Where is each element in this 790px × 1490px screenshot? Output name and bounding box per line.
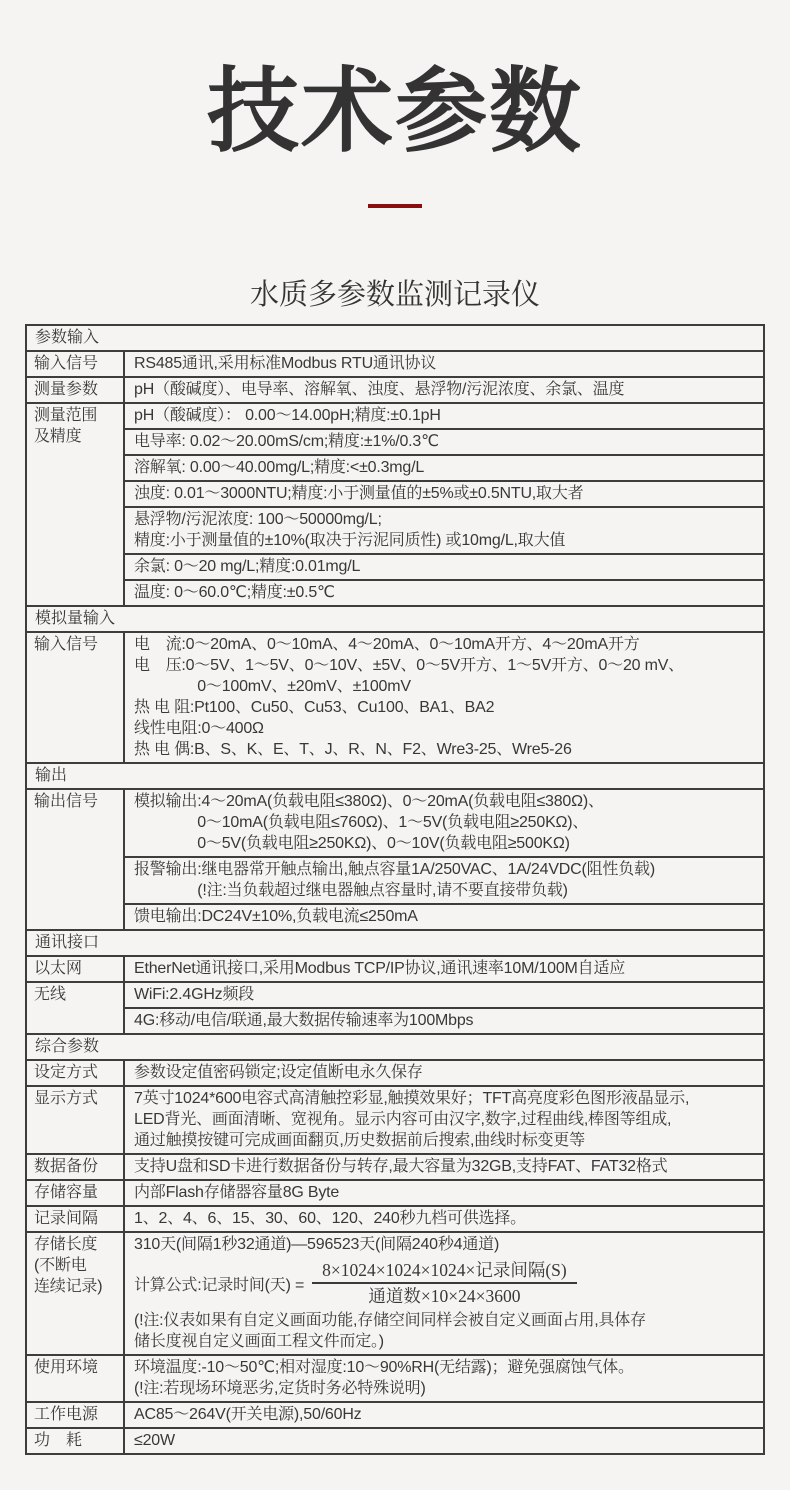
- row-label: 输入信号: [27, 633, 125, 762]
- section-header-row: 通讯接口: [27, 929, 763, 955]
- title-divider: [368, 204, 422, 208]
- spec-line: 浊度: 0.01～3000NTU;精度:小于测量值的±5%或±0.5NTU,取大者: [134, 485, 584, 502]
- row-content: [125, 957, 763, 981]
- spec-line: 馈电输出:DC24V±10%,负载电流≤250mA: [134, 908, 418, 925]
- fraction: [312, 1259, 577, 1307]
- spec-line: AC85～264V(开关电源),50/60Hz: [134, 1406, 362, 1423]
- row-label: 功 耗: [27, 1429, 125, 1453]
- spec-cell: [125, 633, 763, 762]
- spec-cell: [125, 1429, 763, 1453]
- spec-line: 精度:小于测量值的±10%(取决于污泥同质性) 或10mg/L,取大值: [134, 532, 566, 549]
- table-row: [27, 955, 763, 981]
- row-content: [125, 1429, 763, 1453]
- row-content: [125, 1061, 763, 1085]
- row-label-line: 连续记录): [34, 1278, 103, 1295]
- row-label: [27, 1233, 125, 1354]
- spec-cell: [125, 553, 763, 579]
- spec-cell: [125, 506, 763, 553]
- spec-cell: [125, 856, 763, 903]
- spec-cell: [125, 1087, 763, 1153]
- spec-cell: [125, 1061, 763, 1085]
- spec-line: pH（酸碱度）： 0.00～14.00pH;精度:±0.1pH: [134, 407, 441, 424]
- spec-line: 内部Flash存储器容量8G Byte: [134, 1184, 340, 1201]
- spec-line: (!注:仪表如果有自定义画面功能,存储空间同样会被自定义画面占用,具体存: [134, 1312, 646, 1329]
- page-subtitle: 水质多参数监测记录仪: [249, 279, 540, 311]
- spec-line: 模拟输出:4～20mA(负载电阻≤380Ω)、0～20mA(负载电阻≤380Ω)、: [134, 793, 604, 810]
- row-label-line: 及精度: [34, 428, 82, 445]
- formula-numerator: 8×1024×1024×1024×记录间隔(S): [312, 1259, 577, 1284]
- row-label: 以太网: [27, 957, 125, 981]
- spec-line: 热 电 偶:B、S、K、E、T、J、R、N、F2、Wre3-25、Wre5-26: [134, 741, 572, 758]
- table-row: [27, 788, 763, 929]
- table-row: [27, 350, 763, 376]
- spec-cell: [125, 1356, 763, 1401]
- spec-line: 溶解氧: 0.00～40.00mg/L;精度:<±0.3mg/L: [134, 459, 425, 476]
- spec-cell: [125, 903, 763, 929]
- spec-line: 电 流:0～20mA、0～10mA、4～20mA、0～10mA开方、4～20mA开方: [134, 636, 640, 653]
- spec-line: 310天(间隔1秒32通道)—596523天(间隔240秒4通道): [134, 1236, 500, 1253]
- row-label: 工作电源: [27, 1403, 125, 1427]
- spec-line: (!注:当负载超过继电器触点容量时,请不要直接带负载): [134, 882, 568, 899]
- spec-line: pH（酸碱度）、电导率、溶解氧、浊度、悬浮物/污泥浓度、余氯、温度: [134, 381, 625, 398]
- spec-line: 热 电 阻:Pt100、Cu50、Cu53、Cu100、BA1、BA2: [134, 699, 495, 716]
- row-content: [125, 378, 763, 402]
- row-content: [125, 790, 763, 929]
- row-content: [125, 352, 763, 376]
- page: [0, 61, 790, 1490]
- spec-cell: [125, 454, 763, 480]
- spec-line: 7英寸1024*600电容式高清触控彩显,触摸效果好；TFT高亮度彩色图形液晶显示,: [134, 1090, 690, 1107]
- row-label: 输入信号: [27, 352, 125, 376]
- row-label: 存储容量: [27, 1181, 125, 1205]
- spec-line: 通过触摸按键可完成画面翻页,历史数据前后搜索,曲线时标变更等: [134, 1132, 585, 1149]
- record-time-formula: [134, 1255, 754, 1310]
- table-row: [27, 1059, 763, 1085]
- spec-line: 0～10mA(负载电阻≤760Ω)、1～5V(负载电阻≥250KΩ)、: [134, 814, 589, 831]
- spec-line: 报警输出:继电器常开触点输出,触点容量1A/250VAC、1A/24VDC(阻性负载): [134, 861, 655, 878]
- row-label-line: 存储长度: [34, 1236, 98, 1253]
- spec-cell: [125, 790, 763, 856]
- spec-line: 电 压:0～5V、1～5V、0～10V、±5V、0～5V开方、1～5V开方、0～20 mV、: [134, 657, 684, 674]
- row-label-line: 测量范围: [34, 407, 98, 424]
- row-content: [125, 1207, 763, 1231]
- spec-line: (!注:若现场环境恶劣,定货时务必特殊说明): [134, 1380, 426, 1397]
- spec-line: ≤20W: [134, 1432, 175, 1449]
- spec-line: RS485通讯,采用标准Modbus RTU通讯协议: [134, 355, 437, 372]
- row-label: [27, 404, 125, 605]
- spec-line: 温度: 0～60.0℃;精度:±0.5℃: [134, 584, 335, 601]
- row-content: [125, 1356, 763, 1401]
- spec-cell: [125, 428, 763, 454]
- table-row: [27, 1205, 763, 1231]
- table-row: [27, 1354, 763, 1401]
- spec-line: 1、2、4、6、15、30、60、120、240秒九档可供选择。: [134, 1210, 526, 1227]
- row-content: [125, 1087, 763, 1153]
- section-header-row: 综合参数: [27, 1033, 763, 1059]
- spec-line: 悬浮物/污泥浓度: 100～50000mg/L;: [134, 511, 382, 528]
- row-label: 显示方式: [27, 1087, 125, 1153]
- row-label: 无线: [27, 983, 125, 1033]
- row-label: 数据备份: [27, 1155, 125, 1179]
- page-title: 技术参数: [206, 61, 583, 163]
- section-header-row: 模拟量输入: [27, 605, 763, 631]
- spec-line: 4G:移动/电信/联通,最大数据传输速率为100Mbps: [134, 1012, 474, 1029]
- formula-denominator: 通道数×10×24×3600: [368, 1286, 521, 1306]
- spec-line: 储长度视自定义画面工程文件而定。): [134, 1333, 384, 1350]
- spec-cell: [125, 1155, 763, 1179]
- table-row: [27, 1427, 763, 1453]
- spec-line: 0～5V(负载电阻≥250KΩ)、0～10V(负载电阻≥500KΩ): [134, 835, 570, 852]
- spec-cell: [125, 480, 763, 506]
- row-label: 设定方式: [27, 1061, 125, 1085]
- spec-cell: [125, 1181, 763, 1205]
- spec-line: LED背光、画面清晰、宽视角。显示内容可由汉字,数字,过程曲线,棒图等组成,: [134, 1111, 672, 1128]
- spec-line: 电导率: 0.02～20.00mS/cm;精度:±1%/0.3℃: [134, 433, 439, 450]
- spec-line: EtherNet通讯接口,采用Modbus TCP/IP协议,通讯速率10M/100M自适应: [134, 960, 626, 977]
- spec-line: 支持U盘和SD卡进行数据备份与转存,最大容量为32GB,支持FAT、FAT32格式: [134, 1158, 668, 1175]
- spec-line: 环境温度:-10～50℃;相对湿度:10～90%RH(无结露)；避免强腐蚀气体。: [134, 1359, 634, 1376]
- section-header-row: 参数输入: [35, 329, 100, 346]
- spec-cell: [125, 983, 763, 1007]
- table-row: [27, 981, 763, 1033]
- row-content: [125, 1155, 763, 1179]
- row-label-line: (不断电: [34, 1257, 87, 1274]
- table-row: [27, 1085, 763, 1153]
- row-content: [125, 1403, 763, 1427]
- spec-cell: [125, 352, 763, 376]
- table-row: [27, 376, 763, 402]
- row-label: 使用环境: [27, 1356, 125, 1401]
- row-label: 测量参数: [27, 378, 125, 402]
- spec-cell: [125, 579, 763, 605]
- spec-table: [25, 324, 765, 1455]
- row-content: [125, 1181, 763, 1205]
- spec-cell: [125, 1007, 763, 1033]
- table-row: [27, 1231, 763, 1354]
- table-row: [27, 631, 763, 762]
- spec-line: 参数设定值密码锁定;设定值断电永久保存: [134, 1064, 423, 1081]
- spec-cell: [125, 1207, 763, 1231]
- table-row: [27, 1179, 763, 1205]
- row-label: 记录间隔: [27, 1207, 125, 1231]
- section-header-row: 输出: [27, 762, 763, 788]
- spec-cell: [125, 1233, 763, 1354]
- spec-line: WiFi:2.4GHz频段: [134, 986, 255, 1003]
- spec-cell: [125, 1403, 763, 1427]
- spec-cell: [125, 378, 763, 402]
- spec-line: 余氯: 0～20 mg/L;精度:0.01mg/L: [134, 558, 361, 575]
- spec-cell: [125, 404, 763, 428]
- row-content: [125, 983, 763, 1033]
- formula-prefix: 计算公式:记录时间(天) =: [134, 1276, 305, 1294]
- spec-line: 0～100mV、±20mV、±100mV: [134, 678, 411, 695]
- row-content: [125, 633, 763, 762]
- row-content: [125, 1233, 763, 1354]
- table-row: [27, 402, 763, 605]
- table-row: [27, 1401, 763, 1427]
- spec-line: 线性电阻:0～400Ω: [134, 720, 264, 737]
- row-label: 输出信号: [27, 790, 125, 929]
- row-content: [125, 404, 763, 605]
- table-row: [27, 1153, 763, 1179]
- spec-cell: [125, 957, 763, 981]
